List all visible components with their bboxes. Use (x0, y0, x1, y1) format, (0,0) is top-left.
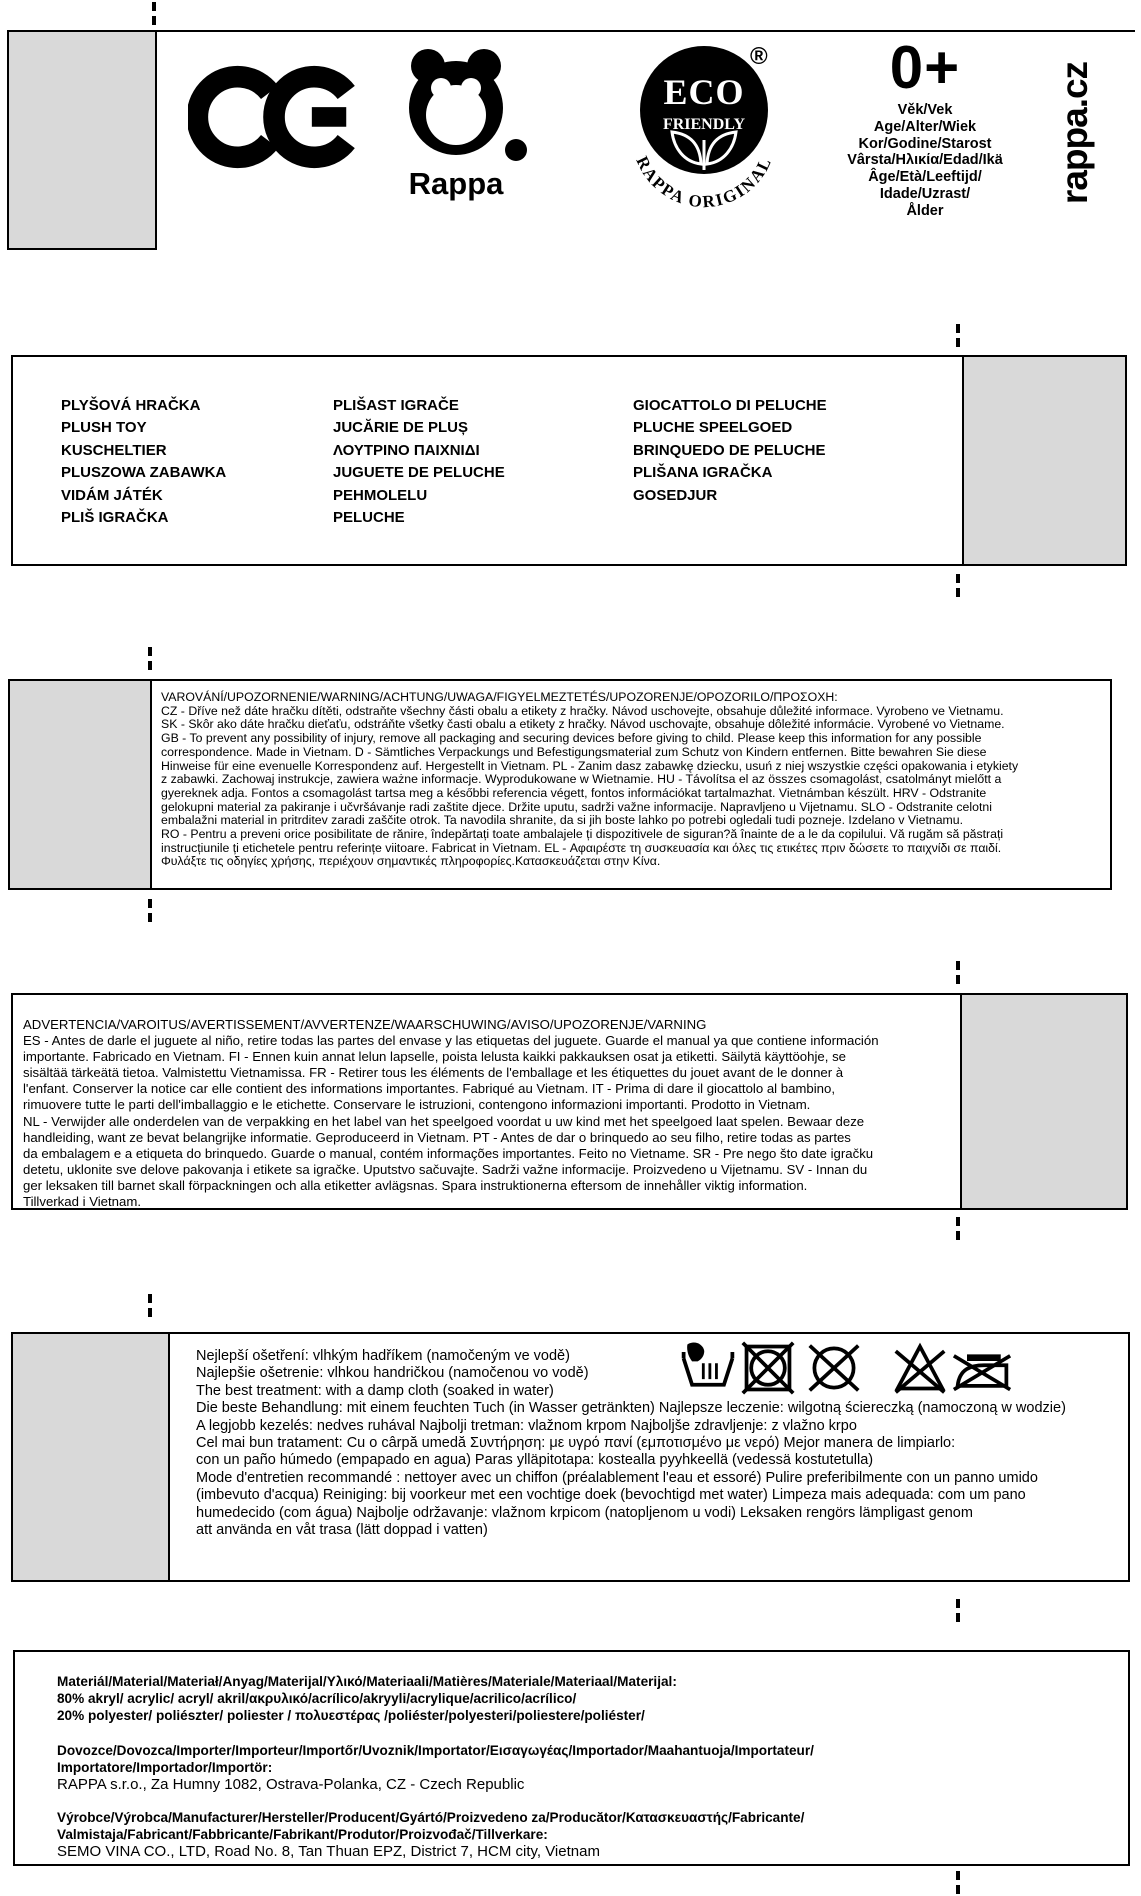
do-not-tumble-dry-icon (740, 1340, 796, 1396)
registration-mark (956, 574, 960, 583)
registration-mark (152, 16, 156, 25)
registration-mark (956, 338, 960, 347)
care-text: Nejlepší ošetření: vlhkým hadříkem (namočeným ve vodě) Najlepšie ošetrenie: vlhkou handričkou (namočenou vo vodě) The best treatment: with a damp cloth (soaked in water) Die beste Behandlung: mit einem feuchten Tuch (in Wasser getränkten) Najlepsze leczenie: wilgotną ściereczką (namoczoną w wodzie) A legjobb kezelés: nedves ruhával Najbolji tretman: vlažnom krpom Najboljše zdravljenje: z vlažno krpo Cel mai bun tratament: Cu o cârpă umedă Συντήρηση: με υγρό πανί (εμποτισμένο με νερό) Mejor manera de limpiarlo: con un paño húmedo (empapado en agua) Paras ylläpitotapa: kostealla pyyhkeellä (vedessä kostutetulla) Mode d'entretien recommandé : nettoyer avec un chiffon (préalablement l'eau et essoré) Pulire preferibilmente con un panno umido (imbevuto d'acqua) Reiniging: bij voorkeur met een vochtige doek (bevochtigd met water) Limpeza mais adequada: com um pano humedecido (com água) Najbolje održavanje: vlažnom krpicom (natopljenom u vodi) Leksaken rengörs lämpligast genom att använda en våt trasa (lätt doppad i vatten) (196, 1348, 1066, 1539)
product-names-column-3: GIOCATTOLO DI PELUCHE PLUCHE SPEELGOED BRINQUEDO DE PELUCHE PLIŠANA IGRAČKA GOSEDJUR (633, 397, 827, 504)
header-rule (7, 30, 1135, 32)
registration-mark (956, 975, 960, 984)
eco-friendly-badge-icon (622, 40, 786, 218)
registration-mark (956, 1885, 960, 1894)
registration-mark (148, 913, 152, 922)
website-vertical-text: rappa.cz (1054, 61, 1095, 205)
product-names-column-1: PLYŠOVÁ HRAČKA PLUSH TOY KUSCHELTIER PLUSZOWA ZABAWKA VIDÁM JÁTÉK PLIŠ IGRAČKA (61, 397, 227, 527)
hand-wash-icon (678, 1340, 738, 1392)
product-names-section (11, 355, 1127, 566)
advisory-text: ADVERTENCIA/VAROITUS/AVERTISSEMENT/AVVERTENZE/WAARSCHUWING/AVISO/UPOZORENJE/VARNING ES - Antes de darle el juguete al niño, retire todas las partes del envase y las etiquetas del juguete. Guarde el manual ya que contiene información importante. Fabricado en Vietnam. FI - Ennen kuin annat lelun lapselle, poista lelusta kaikki pakkauksen osat ja etiketti. Säilytä käyttöohje, se sisältää tärkeätä tietoa. Valmistettu Vietnamissa. FR - Retirer tous les éléments de l'emballage et les étiquettes du jouet avant de le donner à l'enfant. Conserver la notice car elle contient des informations importantes. Fabriqué au Vietnam. IT - Prima di dare il giocattolo al bambino, rimuovere tutte le parti dell'imballaggio e le etichette. Conservare le istruzioni, contengono informazioni importanti. Prodotto in Vietnam. NL - Verwijder alle onderdelen van de verpakking en het label van het speelgoed voordat u uw kind met het speelgoed laat spelen. Bewaar deze handleiding, want ze bevat belangrijke informatie. Geproduceerd in Vietnam. PT - Antes de dar o brinquedo ao seu filho, retire todas as partes da embalagem e a etiqueta do brinquedo. Guarde o manual, contém informações importantes. Feito no Vietname. SR - Pre nego što date igračku detetu, uklonite sve delove pakovanja i etikete sa igračke. Uputstvo sačuvajte. Sadrži važne informacije. Proizvedeno u Vijetnamu. SV - Innan du ger leksaken till barnet skall förpackningen och alla etiketter avlägsnas. Spara instruktionerna eftersom de innehåller viktig information. Tillverkad i Vietnam. (23, 1017, 879, 1208)
importer-block: Dovozce/Dovozca/Importer/Importeur/Importőr/Uvoznik/Importator/Εισαγωγέας/Importador/Maahantuoja/Importateur/ Importatore/Importador/Importör: RAPPA s.r.o., Za Humny 1082, Ostrava-Polanka, CZ - Czech Republic (57, 1743, 814, 1793)
product-names-column-2: PLIŠAST IGRAČE JUCĂRIE DE PLUȘ ΛΟΥΤΡΙΝΟ ΠΑΙΧΝΙΔΙ JUGUETE DE PELUCHE PEHMOLELU PELUCHE (333, 397, 505, 527)
eco-text: ECO (663, 72, 745, 112)
do-not-bleach-icon (892, 1340, 948, 1396)
warnings-section (8, 679, 1112, 890)
registration-mark (148, 899, 152, 908)
eco-friendly-text: FRIENDLY (662, 116, 746, 133)
registration-mark (956, 324, 960, 333)
registered-trademark-icon: ® (750, 43, 768, 70)
age-grading-block (820, 34, 1030, 220)
ce-mark-icon (188, 60, 360, 172)
registration-mark (148, 1308, 152, 1317)
do-not-dry-clean-icon (806, 1340, 862, 1396)
registration-mark (148, 661, 152, 670)
do-not-iron-icon (952, 1340, 1012, 1396)
warnings-text: VAROVÁNÍ/UPOZORNENIE/WARNING/ACHTUNG/UWAGA/FIGYELMEZTETÉS/UPOZORENJE/OPOZORILO/ΠΡΟΣΟΧΗ: CZ - Dříve než dáte hračku dítěti, odstraňte všechny části obalu a etikety z hračky. Návod uschovejte, obsahuje důležité informace. Vyrobeno ve Vietnamu. SK - Skôr ako dáte hračku dieťaťu, odstráňte všetky časti obalu a etikety z hračky. Návod uschovajte, obsahuje dôležité informácie. Vyrobené vo Vietname. GB - To prevent any possibility of injury, remove all packaging and securing devices before giving to child. Please keep this information for any possible correspondence. Made in Vietnam. D - Sämtliches Verpackungs und Befestigungsmaterial zum Schutz von Kindern entfernen. Bitte bewahren Sie diese Hinweise für eine evenuelle Korrespondenz auf. Hergestellt in Vietnam. PL - Zanim dasz zabawkę dziecku, usuń z niej wszystkie części opakowania i etykiety z zabawki. Zachowaj instrukcje, zawiera ważne informacje. Wyprodukowane w Wietnamie. HU - Távolítsa el az összes csomagolást, csatolmányt mielőtt a gyereknek adja. Fontos a csomagolást tartsa meg a későbbi referencia végett, fontos információkat tartalmazhat. Vietnámban készült. HRV - Odstranite gelokupni material za pakiranje i učvršávanje radi zaštite djece. Držite uputu, sadrži važne informacije. Napravljeno u Vijetnamu. SLO - Odstranite celotni embalažni material in pritrditev zaradi zaščite otrok. Ta navodila shranite, da si jih boste lahko po potrebi ogledali tudi pozneje. Izdelano v Vietnamu. RO - Pentru a preveni orice posibilitate de rănire, îndepărtați toate ambalajele ți dispozitivele de siguran?ă înainte de a le da copilului. Vă rugăm să păstrați instrucțiunile ți etichetele pentru referințe viitoare. Fabricat in Vietnam. EL - Αφαιρέστε τη συσκευασία και όλες τις ετικέτες πριν δώσετε το παιχνίδι σε παιδί. Φυλάξτε τις οδηγίες χρήσης, περιέχουν σημαντικές πληροφορίες.Κατασκευάζεται στην Κίνα. (161, 690, 1019, 869)
registration-mark (956, 1613, 960, 1622)
registration-mark (956, 1871, 960, 1880)
age-value: 0+ (889, 34, 961, 101)
color-swatch-panel (962, 357, 1125, 564)
brand-wordmark: Rappa (408, 166, 504, 201)
care-section (11, 1332, 1130, 1582)
color-swatch-panel (7, 30, 157, 250)
registration-mark (148, 1294, 152, 1303)
age-language-list: Věk/Vek Age/Alter/Wiek Kor/Godine/Starost Vârsta/Ηλικία/Edad/Ikä Âge/Età/Leeftijd/ Idade/Uzrast/ Ålder (847, 102, 1003, 219)
registration-mark (956, 1231, 960, 1240)
color-swatch-panel (960, 995, 1126, 1208)
rappa-original-arc-text: RAPPA ORIGINAL (632, 153, 776, 212)
registration-mark (956, 1599, 960, 1608)
registration-mark (956, 1217, 960, 1226)
material-block: Materiál/Material/Materiał/Anyag/Materijal/Υλικό/Materiaali/Matières/Materiale/Materiaal/Materijal: 80% akryl/ acrylic/ acryl/ akril/ακρυλικό/acrílico/akryyli/acrylique/acrilico/acrílico/ 20% polyester/ poliészter/ poliester / πολυεστέρας /poliéster/polyesteri/poliestere/poliéster/ (57, 1674, 677, 1723)
footer-section (13, 1650, 1130, 1866)
registration-mark (152, 2, 156, 11)
care-symbols-row (170, 1340, 1128, 1396)
manufacturer-block: Výrobce/Výrobca/Manufacturer/Hersteller/Producent/Gyártó/Proizvedeno za/Producător/Κατασκευαστής/Fabricante/ Valmistaja/Fabricant/Fabbricante/Fabrikant/Produtor/Proizvođač/Tillverkare: SEMO VINA CO., LTD, Road No. 8, Tan Thuan EPZ, District 7, HCM city, Vietnam (57, 1810, 805, 1860)
registration-mark (956, 961, 960, 970)
registration-mark (956, 588, 960, 597)
rappa-bear-logo-icon (390, 36, 528, 206)
registration-mark (148, 647, 152, 656)
color-swatch-panel (13, 1334, 170, 1580)
color-swatch-panel (10, 681, 152, 888)
advisory-section (11, 993, 1128, 1210)
